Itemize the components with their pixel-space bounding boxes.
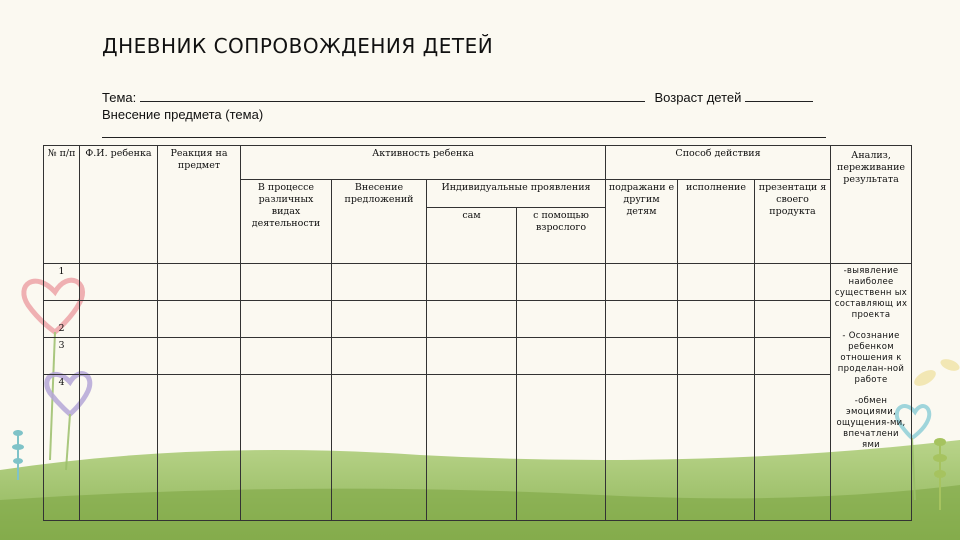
cell[interactable] bbox=[517, 338, 606, 375]
header-child-name: Ф.И. ребенка bbox=[80, 146, 158, 264]
table-row bbox=[44, 338, 912, 375]
cell[interactable] bbox=[517, 264, 606, 301]
subject-field[interactable] bbox=[102, 137, 826, 138]
cell[interactable] bbox=[606, 264, 678, 301]
cell[interactable] bbox=[755, 338, 831, 375]
age-label: Возраст детей bbox=[654, 90, 742, 105]
cell[interactable] bbox=[678, 338, 755, 375]
topic-label: Тема: bbox=[102, 90, 137, 105]
page-title: ДНЕВНИК СОПРОВОЖДЕНИЯ ДЕТЕЙ bbox=[102, 34, 494, 58]
topic-field[interactable] bbox=[140, 89, 645, 102]
diary-table bbox=[43, 145, 912, 521]
topic-line bbox=[102, 89, 813, 105]
cell[interactable] bbox=[606, 375, 678, 521]
cell[interactable] bbox=[332, 264, 427, 301]
header-proposals: Внесение предложений bbox=[332, 180, 427, 264]
row-number: 1 bbox=[44, 264, 80, 301]
cell[interactable] bbox=[606, 338, 678, 375]
cell[interactable] bbox=[606, 301, 678, 338]
header-reaction: Реакция на предмет bbox=[158, 146, 241, 264]
cell[interactable] bbox=[517, 375, 606, 521]
table-row bbox=[44, 301, 912, 338]
cell[interactable] bbox=[678, 264, 755, 301]
yellow-leaves-right bbox=[912, 357, 960, 389]
cell[interactable] bbox=[427, 375, 517, 521]
table-row bbox=[44, 375, 912, 521]
analysis-notes bbox=[831, 264, 912, 521]
header-analysis: Анализ, переживание результата bbox=[831, 146, 912, 264]
cell[interactable] bbox=[427, 338, 517, 375]
header-number: № п/п bbox=[44, 146, 80, 264]
header-with-adult: с помощью взрослого bbox=[517, 208, 606, 264]
cell[interactable] bbox=[158, 301, 241, 338]
header-activity-group: Активность ребенка bbox=[241, 146, 606, 180]
cell[interactable] bbox=[332, 338, 427, 375]
cell[interactable] bbox=[241, 375, 332, 521]
cell[interactable] bbox=[755, 375, 831, 521]
header-execution: исполнение bbox=[678, 180, 755, 264]
subject-label: Внесение предмета (тема) bbox=[102, 107, 264, 122]
analysis-note: -выявление наиболее существенн ых составляющ их проекта bbox=[834, 266, 908, 320]
cell[interactable] bbox=[80, 264, 158, 301]
cell[interactable] bbox=[427, 301, 517, 338]
cell[interactable] bbox=[158, 338, 241, 375]
cell[interactable] bbox=[332, 375, 427, 521]
cell[interactable] bbox=[427, 264, 517, 301]
header-individual-group: Индивидуальные проявления bbox=[427, 180, 606, 208]
table-row bbox=[44, 264, 912, 301]
cell[interactable] bbox=[517, 301, 606, 338]
analysis-note: -обмен эмоциями, ощущения-ми, впечатлени ями bbox=[836, 396, 906, 450]
cell[interactable] bbox=[241, 338, 332, 375]
cell[interactable] bbox=[755, 264, 831, 301]
cell[interactable] bbox=[80, 375, 158, 521]
header-method-group: Способ действия bbox=[606, 146, 831, 180]
cell[interactable] bbox=[678, 375, 755, 521]
subject-line bbox=[102, 107, 263, 122]
cell[interactable] bbox=[332, 301, 427, 338]
row-number: 2 bbox=[44, 301, 80, 338]
analysis-note: - Осознание ребенком отношения к проделан-ной работе bbox=[837, 331, 905, 385]
cell[interactable] bbox=[80, 338, 158, 375]
cell[interactable] bbox=[755, 301, 831, 338]
header-imitation: подражани е другим детям bbox=[606, 180, 678, 264]
age-field[interactable] bbox=[745, 89, 813, 102]
cell[interactable] bbox=[241, 301, 332, 338]
row-number: 4 bbox=[44, 375, 80, 521]
cell[interactable] bbox=[158, 375, 241, 521]
header-self: сам bbox=[427, 208, 517, 264]
cell[interactable] bbox=[158, 264, 241, 301]
cell[interactable] bbox=[80, 301, 158, 338]
header-presentation: презентаци я своего продукта bbox=[755, 180, 831, 264]
cell[interactable] bbox=[678, 301, 755, 338]
row-number: 3 bbox=[44, 338, 80, 375]
header-process: В процессе различных видах деятельности bbox=[241, 180, 332, 264]
cell[interactable] bbox=[241, 264, 332, 301]
